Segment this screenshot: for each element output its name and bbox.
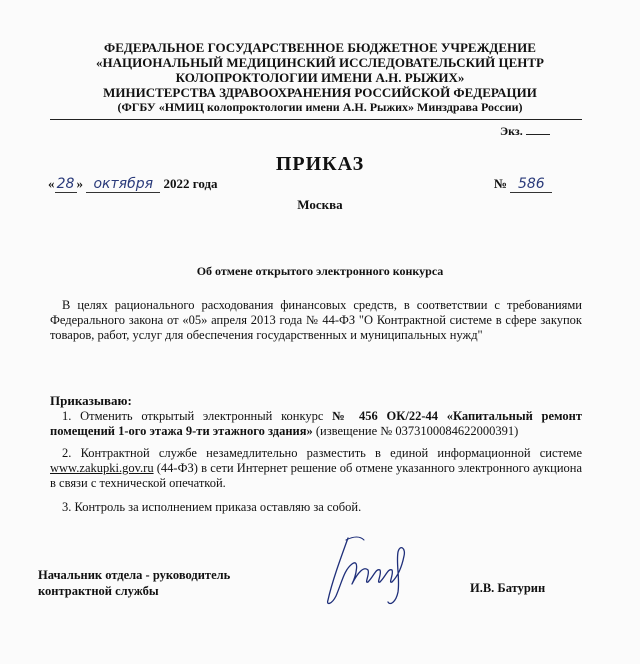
date-close-quote: »: [76, 176, 83, 191]
role-line-1: Начальник отдела - руководитель: [38, 568, 231, 582]
item2-end: (44-ФЗ) в сети Интернет решение об отмене указанного электронного аукциона в связи с технической опечаткой.: [50, 461, 582, 490]
copy-blank: [526, 124, 550, 135]
organization-header: [40, 40, 600, 115]
signatory-role: [38, 567, 230, 599]
item1-end: (извещение № 0373100084622000391): [312, 424, 519, 438]
date-month: октября: [86, 176, 160, 193]
order-date: [48, 176, 218, 193]
item1-bold: № 456 ОК/22-44 «Капитальный ремонт помещений 1-ого этажа 9-ти этажного здания»: [50, 409, 582, 438]
orders-heading: Приказываю:: [50, 393, 132, 408]
intro-paragraph: В целях рационального расходования финансовых средств, в соответствии с требованиями Федерального закона от «05» апреля 2013 года № 44-ФЗ "О Контрактной системе в сфере закупок товаров, работ, услуг для обеспечения государственных и муниципальных нужд": [50, 298, 582, 342]
header-line: МИНИСТЕРСТВА ЗДРАВООХРАНЕНИЯ РОССИЙСКОЙ ФЕДЕРАЦИИ: [103, 85, 537, 100]
role-line-2: контрактной службы: [38, 584, 159, 598]
number-value: 586: [510, 176, 552, 193]
number-label: №: [494, 176, 508, 191]
city: Москва: [297, 197, 343, 212]
order-item-2: [50, 446, 582, 491]
handwritten-signature: [318, 530, 428, 610]
document-title: ПРИКАЗ: [275, 153, 365, 175]
header-line: КОЛОПРОКТОЛОГИИ ИМЕНИ А.Н. РЫЖИХ»: [175, 70, 465, 85]
signatory-name: И.В. Батурин: [470, 581, 546, 595]
copy-number: [500, 124, 550, 139]
item2-start: 2. Контрактной службе незамедлительно разместить в единой информационной системе: [62, 446, 582, 460]
copy-label: Экз.: [500, 124, 523, 138]
order-number: [494, 176, 552, 193]
header-line: (ФГБУ «НМИЦ колопроктологии имени А.Н. Рыжих» Минздрава России): [117, 100, 523, 114]
zakupki-link[interactable]: www.zakupki.gov.ru: [50, 461, 154, 475]
item1-start: 1. Отменить открытый электронный конкурс: [62, 409, 333, 423]
header-line: ФЕДЕРАЛЬНОЕ ГОСУДАРСТВЕННОЕ БЮДЖЕТНОЕ УЧРЕЖДЕНИЕ: [104, 40, 536, 55]
order-item-3: 3. Контроль за исполнением приказа оставляю за собой.: [62, 500, 362, 514]
header-line: «НАЦИОНАЛЬНЫЙ МЕДИЦИНСКИЙ ИССЛЕДОВАТЕЛЬСКИЙ ЦЕНТР: [96, 55, 544, 70]
date-year: 2022 года: [163, 176, 218, 191]
order-item-1: [50, 409, 582, 439]
date-open-quote: «: [48, 176, 55, 191]
date-day: 28: [55, 176, 77, 193]
order-subject: Об отмене открытого электронного конкурса: [196, 264, 444, 278]
header-divider: [50, 119, 582, 120]
